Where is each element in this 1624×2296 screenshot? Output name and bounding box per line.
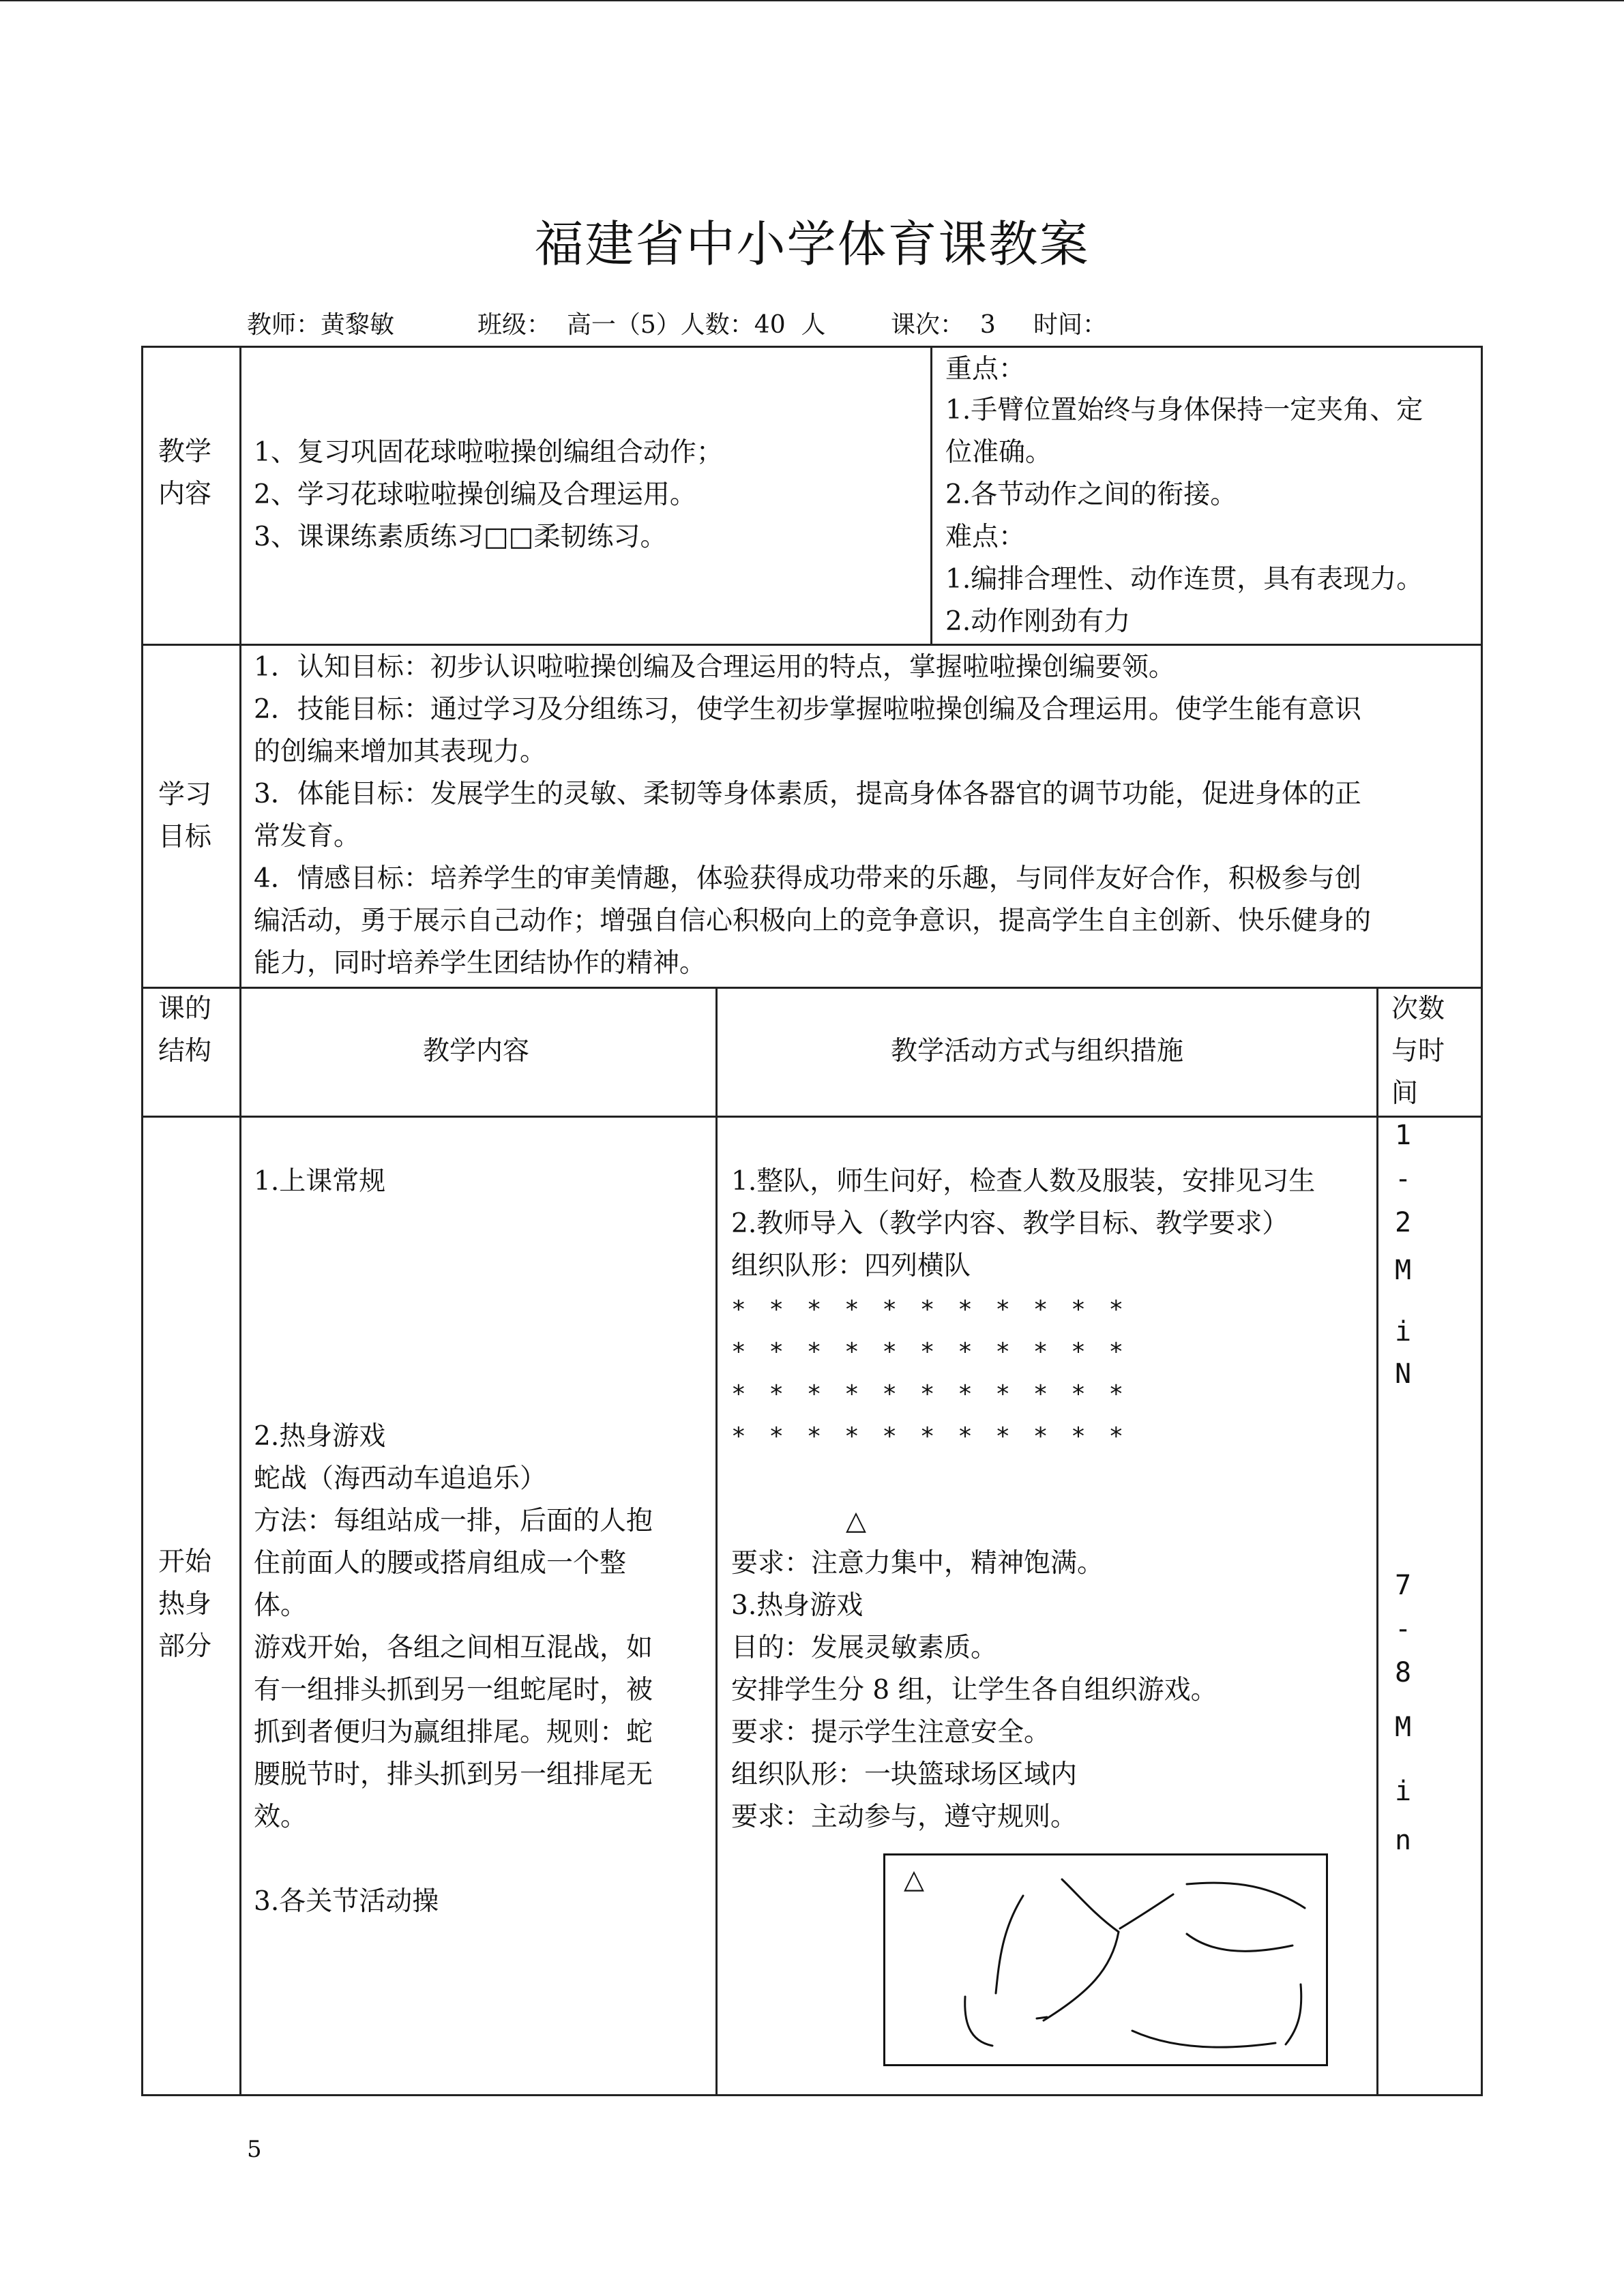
activity-line: 安排学生分 8 组，让学生各自组织游戏。 bbox=[731, 1675, 1217, 1705]
content-warmup-game: 2.热身游戏 bbox=[254, 1421, 386, 1452]
header-content: 教学内容 bbox=[423, 1036, 530, 1067]
objective-line: 的创编来增加其表现力。 bbox=[254, 736, 547, 767]
activity-line: 2.教师导入（教学内容、教学目标、教学要求） bbox=[731, 1208, 1289, 1239]
header-time-line2: 与时 bbox=[1391, 1036, 1445, 1067]
content-game-line: 方法：每组站成一排，后面的人抱 bbox=[254, 1506, 653, 1536]
content-item: 2、学习花球啦啦操创编及合理运用。 bbox=[254, 479, 696, 510]
time-char: 7 bbox=[1394, 1570, 1412, 1601]
content-game-line: 体。 bbox=[254, 1590, 308, 1621]
time-char: M bbox=[1394, 1255, 1412, 1286]
content-game-line: 抓到者便归为赢组排尾。规则：蛇 bbox=[254, 1717, 653, 1748]
content-game-line: 效。 bbox=[254, 1802, 308, 1832]
key-point-line: 1.编排合理性、动作连贯，具有表现力。 bbox=[945, 564, 1423, 595]
objective-line: 1．认知目标：初步认识啦啦操创编及合理运用的特点，掌握啦啦操创编要领。 bbox=[254, 652, 1175, 683]
activity-line: 要求：主动参与，遵守规则。 bbox=[731, 1802, 1078, 1832]
time-char: n bbox=[1394, 1825, 1412, 1856]
diagram-teacher-triangle: △ bbox=[904, 1864, 924, 1895]
page-title: 福建省中小学体育课教案 bbox=[534, 215, 1090, 273]
formation-row: * * * * * * * * * * * bbox=[731, 1422, 1128, 1450]
key-point-line: 重点： bbox=[945, 354, 1026, 385]
activity-line: 1.整队，师生问好，检查人数及服装，安排见习生 bbox=[731, 1166, 1316, 1197]
lesson-number: 课次： 3 bbox=[891, 311, 996, 339]
content-game-line: 住前面人的腰或搭肩组成一个整 bbox=[254, 1548, 627, 1579]
formation-row: * * * * * * * * * * * bbox=[731, 1296, 1128, 1324]
time-char: i bbox=[1394, 1776, 1412, 1807]
objective-label-line1: 学习 bbox=[158, 779, 212, 810]
content-item: 3、课课练素质练习□□柔韧练习。 bbox=[254, 522, 667, 552]
objective-label-line2: 目标 bbox=[158, 822, 212, 852]
content-label-line2: 内容 bbox=[158, 479, 212, 509]
time-char: 8 bbox=[1394, 1657, 1412, 1688]
activity-line: 要求：注意力集中，精神饱满。 bbox=[731, 1548, 1104, 1579]
time-char: i bbox=[1394, 1316, 1412, 1347]
header-structure-line2: 结构 bbox=[158, 1036, 212, 1067]
page-number: 5 bbox=[247, 2136, 262, 2163]
header-time-line1: 次数 bbox=[1391, 994, 1445, 1024]
time-char: - bbox=[1394, 1163, 1412, 1195]
content-game-line: 蛇战（海西动车追追乐） bbox=[254, 1463, 547, 1494]
content-joint-exercise: 3.各关节活动操 bbox=[254, 1886, 439, 1917]
content-label-line1: 教学 bbox=[158, 436, 212, 467]
key-point-line: 1.手臂位置始终与身体保持一定夹角、定 bbox=[945, 395, 1423, 426]
activity-line: 组织队形：四列横队 bbox=[731, 1251, 971, 1281]
content-game-line: 有一组排头抓到另一组蛇尾时，被 bbox=[254, 1675, 653, 1705]
time-label: 时间： bbox=[1033, 311, 1108, 339]
game-field-diagram bbox=[883, 1853, 1328, 2066]
warmup-label-line3: 部分 bbox=[158, 1631, 212, 1662]
objective-line: 3．体能目标：发展学生的灵敏、柔韧等身体素质，提高身体各器官的调节功能，促进身体的正 bbox=[254, 779, 1361, 809]
key-point-line: 难点： bbox=[945, 522, 1026, 552]
formation-row: * * * * * * * * * * * bbox=[731, 1338, 1128, 1366]
content-item: 1、复习巩固花球啦啦操创编组合动作； bbox=[254, 437, 723, 468]
class-info: 班级： 高一（5）人数：40 人 bbox=[477, 311, 826, 339]
content-routine: 1.上课常规 bbox=[254, 1166, 386, 1197]
objective-line: 常发育。 bbox=[254, 821, 361, 852]
header-activity: 教学活动方式与组织措施 bbox=[891, 1036, 1184, 1067]
teacher-label: 教师：黄黎敏 bbox=[247, 311, 395, 339]
objective-line: 4．情感目标：培养学生的审美情趣，体验获得成功带来的乐趣，与同伴友好合作，积极参与创 bbox=[254, 863, 1361, 894]
time-char: 2 bbox=[1394, 1207, 1412, 1238]
formation-row: * * * * * * * * * * * bbox=[731, 1380, 1128, 1408]
page-top-border bbox=[0, 0, 1624, 1]
activity-line: 组织队形：一块篮球场区域内 bbox=[731, 1759, 1078, 1790]
key-point-line: 2.各节动作之间的衔接。 bbox=[945, 479, 1237, 510]
objective-line: 编活动，勇于展示自己动作；增强自信心积极向上的竞争意识，提高学生自主创新、快乐健身的 bbox=[254, 906, 1372, 936]
content-game-line: 腰脱节时，排头抓到另一组排尾无 bbox=[254, 1759, 653, 1790]
time-char: - bbox=[1394, 1613, 1412, 1645]
field-sketch bbox=[883, 1853, 1328, 2066]
time-char: M bbox=[1394, 1712, 1412, 1743]
warmup-label-line2: 热身 bbox=[158, 1589, 212, 1620]
teacher-position-triangle: △ bbox=[846, 1506, 866, 1536]
activity-line: 要求：提示学生注意安全。 bbox=[731, 1717, 1051, 1748]
header-structure-line1: 课的 bbox=[158, 994, 212, 1024]
key-point-line: 位准确。 bbox=[945, 437, 1052, 468]
header-time-line3: 间 bbox=[1391, 1078, 1419, 1109]
activity-line: 目的：发展灵敏素质。 bbox=[731, 1632, 998, 1663]
warmup-label-line1: 开始 bbox=[158, 1547, 212, 1577]
key-point-line: 2.动作刚劲有力 bbox=[945, 606, 1131, 637]
time-char: N bbox=[1394, 1358, 1412, 1390]
objective-line: 2．技能目标：通过学习及分组练习，使学生初步掌握啦啦操创编及合理运用。使学生能有意识 bbox=[254, 694, 1361, 725]
content-game-line: 游戏开始，各组之间相互混战，如 bbox=[254, 1632, 653, 1663]
objective-line: 能力，同时培养学生团结协作的精神。 bbox=[254, 948, 707, 979]
time-char: 1 bbox=[1394, 1120, 1412, 1151]
activity-line: 3.热身游戏 bbox=[731, 1590, 863, 1621]
